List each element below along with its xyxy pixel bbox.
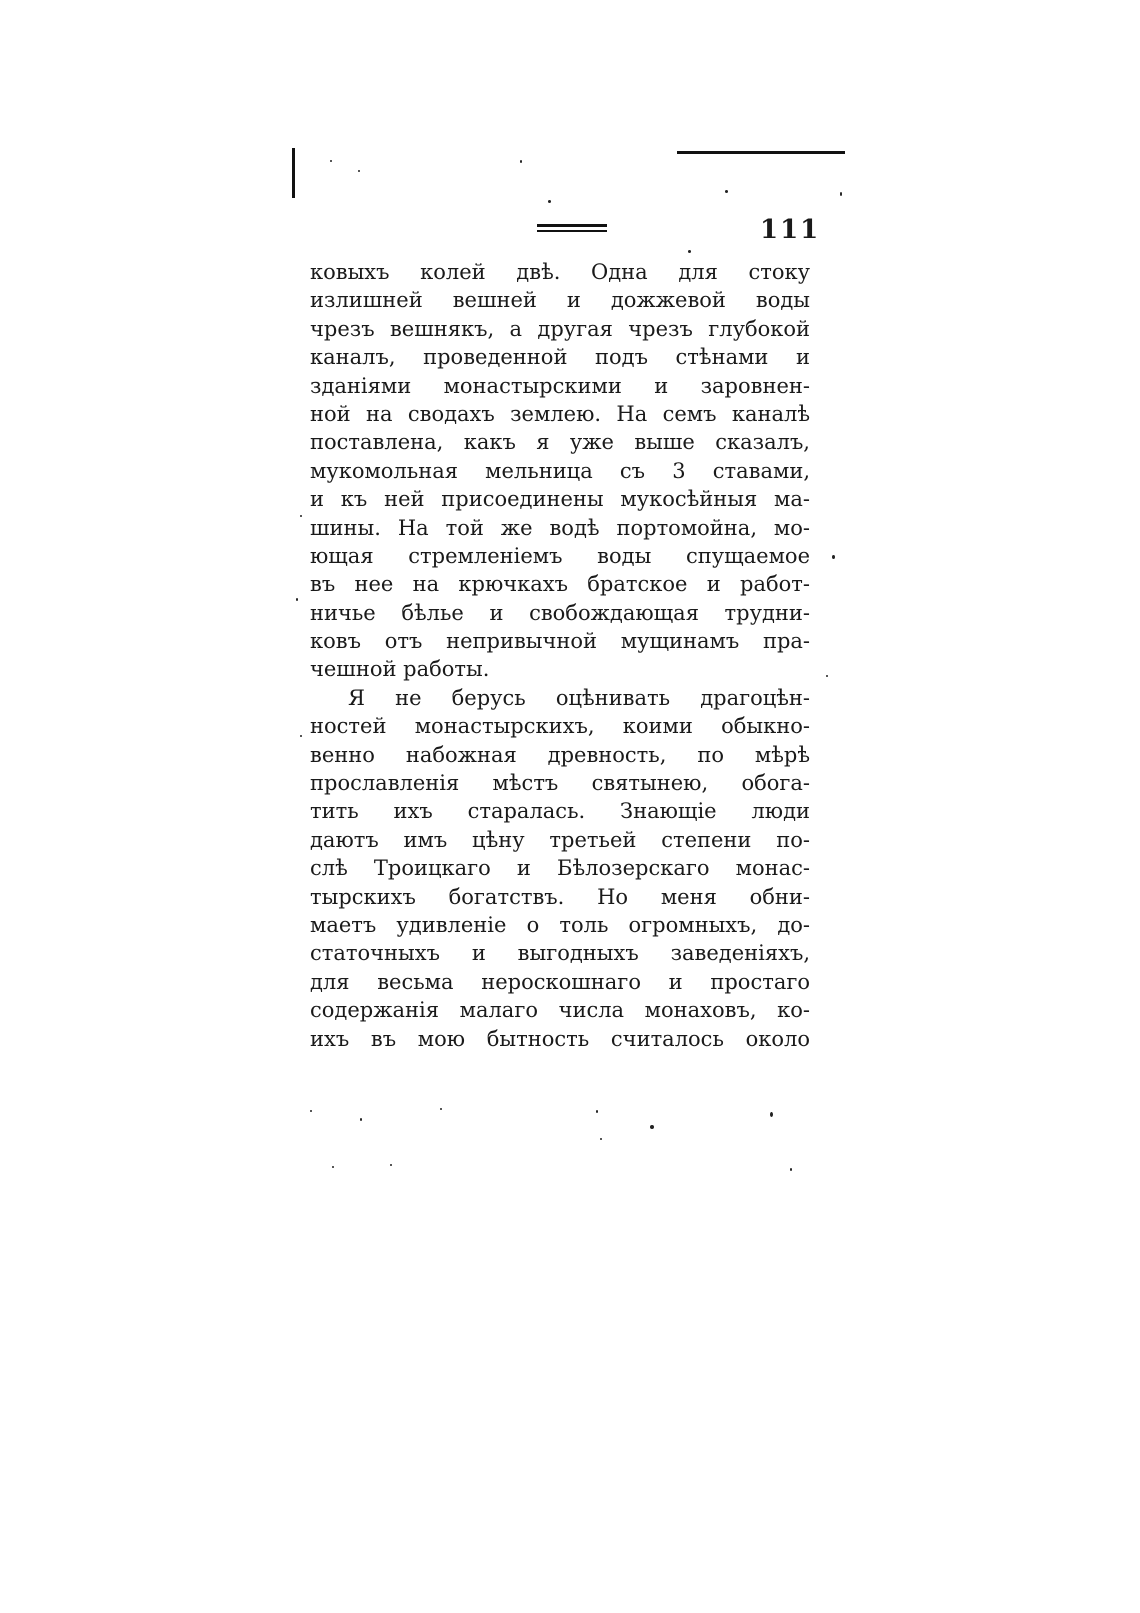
scan-speck <box>332 1166 334 1168</box>
scan-speck <box>310 1110 312 1112</box>
text-line: ющая стремленiемъ воды спущаемое <box>310 543 810 568</box>
scan-speck <box>300 735 302 737</box>
paragraph-start-line: Я не берусь оцѣнивать драгоцѣн- <box>348 685 810 710</box>
text-line: ковыхъ колей двѣ. Одна для стоку <box>310 260 810 284</box>
scan-speck <box>360 1118 362 1121</box>
scan-speck <box>358 170 360 172</box>
scan-speck <box>840 192 842 196</box>
text-line: поставлена, какъ я уже выше сказалъ, <box>310 430 810 455</box>
page-edge-rule <box>677 151 845 154</box>
text-line: маетъ удивленiе о толь огромныхъ, до- <box>310 912 810 937</box>
scan-speck <box>596 1110 598 1113</box>
text-line: шины. На той же водѣ портомойна, мо- <box>310 515 810 540</box>
scan-speck <box>548 200 551 203</box>
text-line: слѣ Троицкаго и Бѣлозерскаго монас- <box>310 856 810 881</box>
text-line: тырскихъ богатствъ. Но меня обни- <box>310 884 810 909</box>
body-text <box>310 258 810 1053</box>
text-line: тить ихъ старалась. Знающiе люди <box>310 799 810 824</box>
scan-speck <box>600 1138 602 1140</box>
text-line: и къ ней присоединены мукосѣйныя ма- <box>310 487 810 512</box>
text-line: для весьма нероскошнаго и простаго <box>310 969 810 994</box>
scan-speck <box>300 515 302 517</box>
scan-speck <box>650 1125 654 1129</box>
text-line: прославленiя мѣстъ святынею, обога- <box>310 771 810 796</box>
text-line: ковъ отъ непривычной мущинамъ пра- <box>310 629 810 654</box>
text-line: каналъ, проведенной подъ стѣнами и <box>310 345 810 370</box>
text-line: зданiями монастырскими и заровнен- <box>310 373 810 398</box>
scan-speck <box>440 1108 442 1110</box>
text-line: чрезъ вешнякъ, а другая чрезъ глубокой <box>310 316 810 341</box>
page-number: 111 <box>760 215 821 245</box>
text-line: содержанiя малаго числа монаховъ, ко- <box>310 998 810 1023</box>
text-line: ничье бѣлье и свобождающая трудни- <box>310 600 810 625</box>
text-line: излишней вешней и дожжевой воды <box>310 288 810 313</box>
text-line: въ нее на крючкахъ братское и работ- <box>310 572 810 597</box>
scan-speck <box>725 190 728 193</box>
scan-speck <box>330 160 332 162</box>
scan-speck <box>826 675 828 677</box>
text-line: мукомольная мельница съ 3 ставами, <box>310 458 810 483</box>
text-line: венно набожная древность, по мѣрѣ <box>310 742 810 767</box>
header-ornament <box>537 224 607 234</box>
scan-speck <box>770 1112 773 1117</box>
text-line: даютъ имъ цѣну третьей степени по- <box>310 827 810 852</box>
scan-speck <box>390 1164 392 1166</box>
text-line: статочныхъ и выгодныхъ заведенiяхъ, <box>310 941 810 966</box>
scan-speck <box>296 598 298 601</box>
scan-speck <box>688 250 691 253</box>
scan-speck <box>520 160 522 163</box>
text-line: ностей монастырскихъ, коими обыкно- <box>310 714 810 739</box>
page-edge-mark <box>292 148 295 198</box>
scan-speck <box>790 1168 792 1171</box>
text-line: ной на сводахъ землею. На семъ каналѣ <box>310 401 810 426</box>
text-line: ихъ въ мою бытность считалось около <box>310 1026 810 1051</box>
paragraph-end-line: чешной работы. <box>310 657 490 682</box>
scan-speck <box>832 555 835 559</box>
